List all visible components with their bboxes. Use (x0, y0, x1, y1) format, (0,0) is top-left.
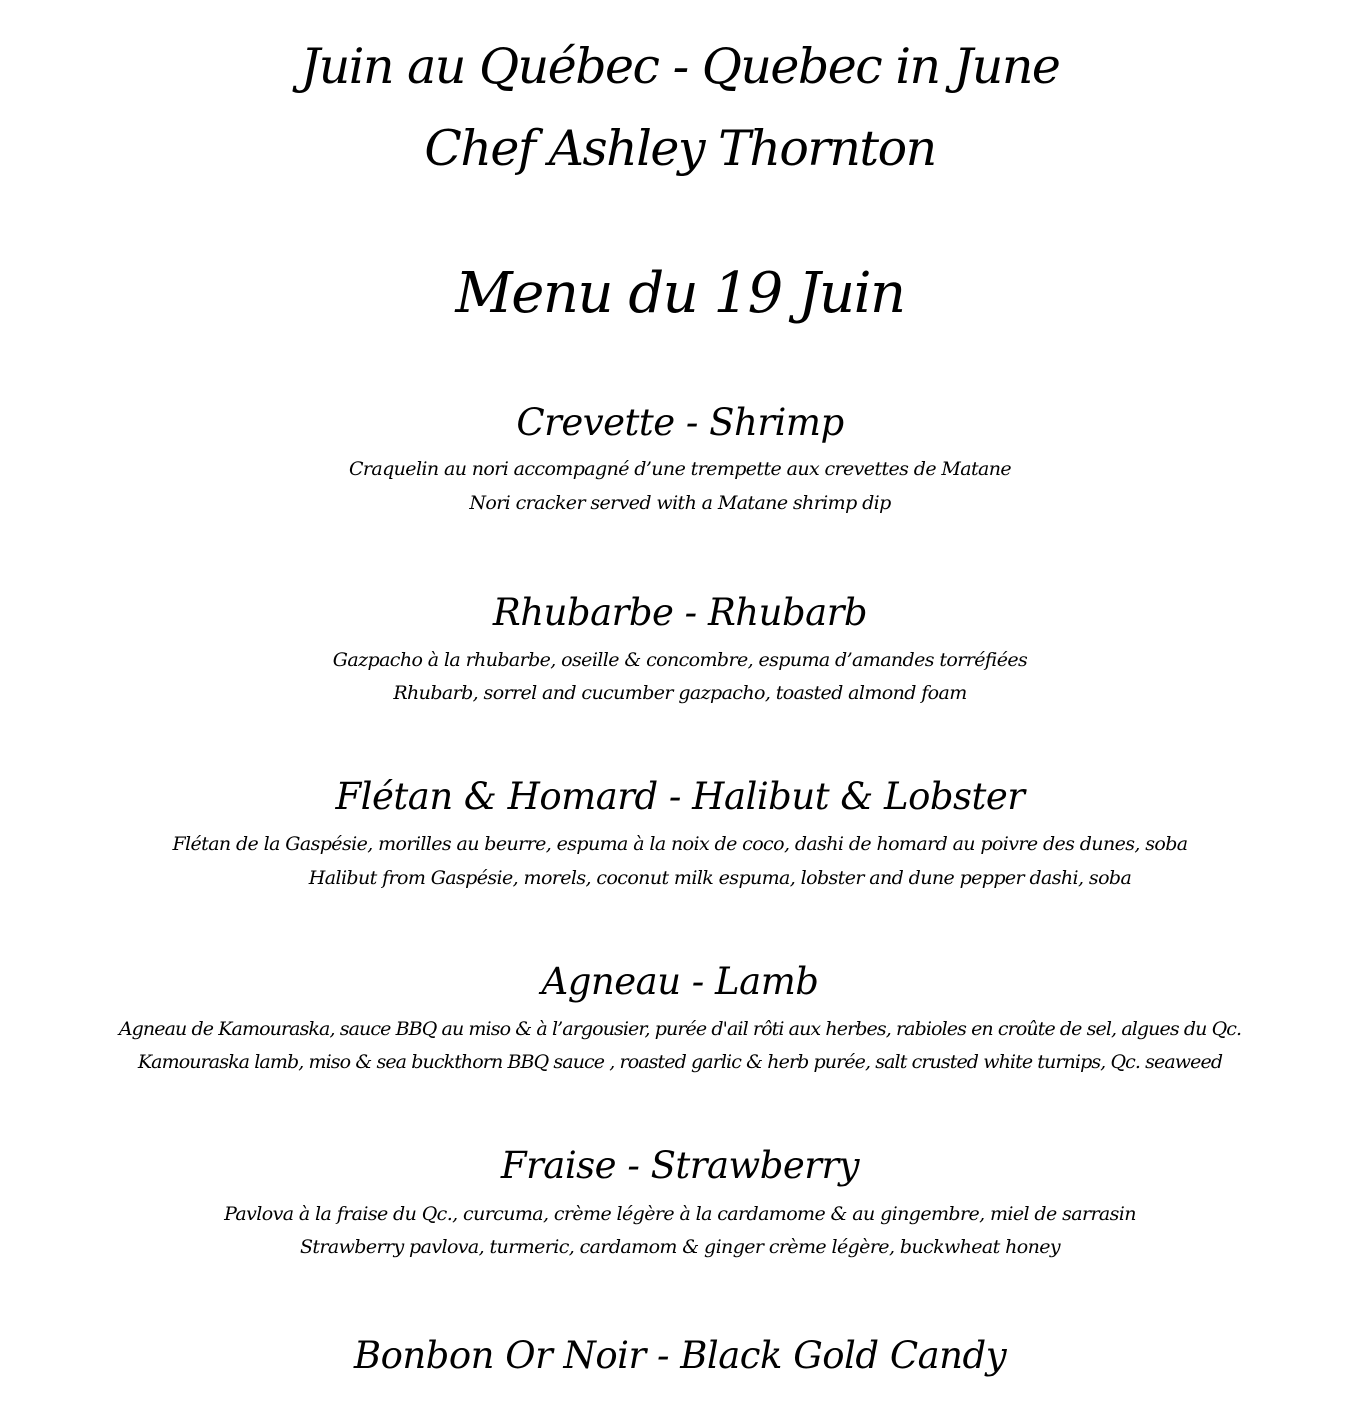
course-name: Flétan & Homard - Halibut & Lobster (335, 775, 1025, 818)
course-description-fr: Agneau de Kamouraska, sauce BBQ au miso & à l’argousier, purée d'ail rôti aux herbes, rabioles en croûte de sel, algues du Qc. (118, 1018, 1242, 1040)
page-title: Juin au Québec - Quebec in June (300, 38, 1060, 95)
course-description-fr: Gazpacho à la rhubarbe, oseille & concombre, espuma d’amandes torréfiées (332, 649, 1028, 671)
course-description-en: Strawberry pavlova, turmeric, cardamom & ginger crème légère, buckwheat honey (299, 1236, 1061, 1258)
course-description-en: Rhubarb, sorrel and cucumber gazpacho, toasted almond foam (393, 682, 967, 704)
course-name: Crevette - Shrimp (516, 401, 844, 444)
menu-date-heading: Menu du 19 Juin (455, 261, 905, 326)
course-name: Agneau - Lamb (541, 960, 819, 1003)
course-description-en: Halibut from Gaspésie, morels, coconut milk espuma, lobster and dune pepper dashi, soba (308, 867, 1132, 889)
course-description-en: Kamouraska lamb, miso & sea buckthorn BBQ sauce , roasted garlic & herb purée, salt crusted white turnips, Qc. seaweed (137, 1051, 1223, 1073)
course-description-fr: Craquelin au nori accompagné d’une trempette aux crevettes de Matane (348, 458, 1012, 480)
course-name: Bonbon Or Noir - Black Gold Candy (353, 1334, 1007, 1377)
course-description-fr: Pavlova à la fraise du Qc., curcuma, crème légère à la cardamome & au gingembre, miel de sarrasin (224, 1203, 1136, 1225)
course-description-fr: Flétan de la Gaspésie, morilles au beurre, espuma à la noix de coco, dashi de homard au poivre des dunes, soba (172, 833, 1188, 855)
course-name: Fraise - Strawberry (500, 1144, 860, 1187)
course-name: Rhubarbe - Rhubarb (492, 591, 868, 634)
course-description-en: Nori cracker served with a Matane shrimp dip (469, 492, 891, 514)
chef-name: Chef Ashley Thornton (424, 120, 936, 177)
